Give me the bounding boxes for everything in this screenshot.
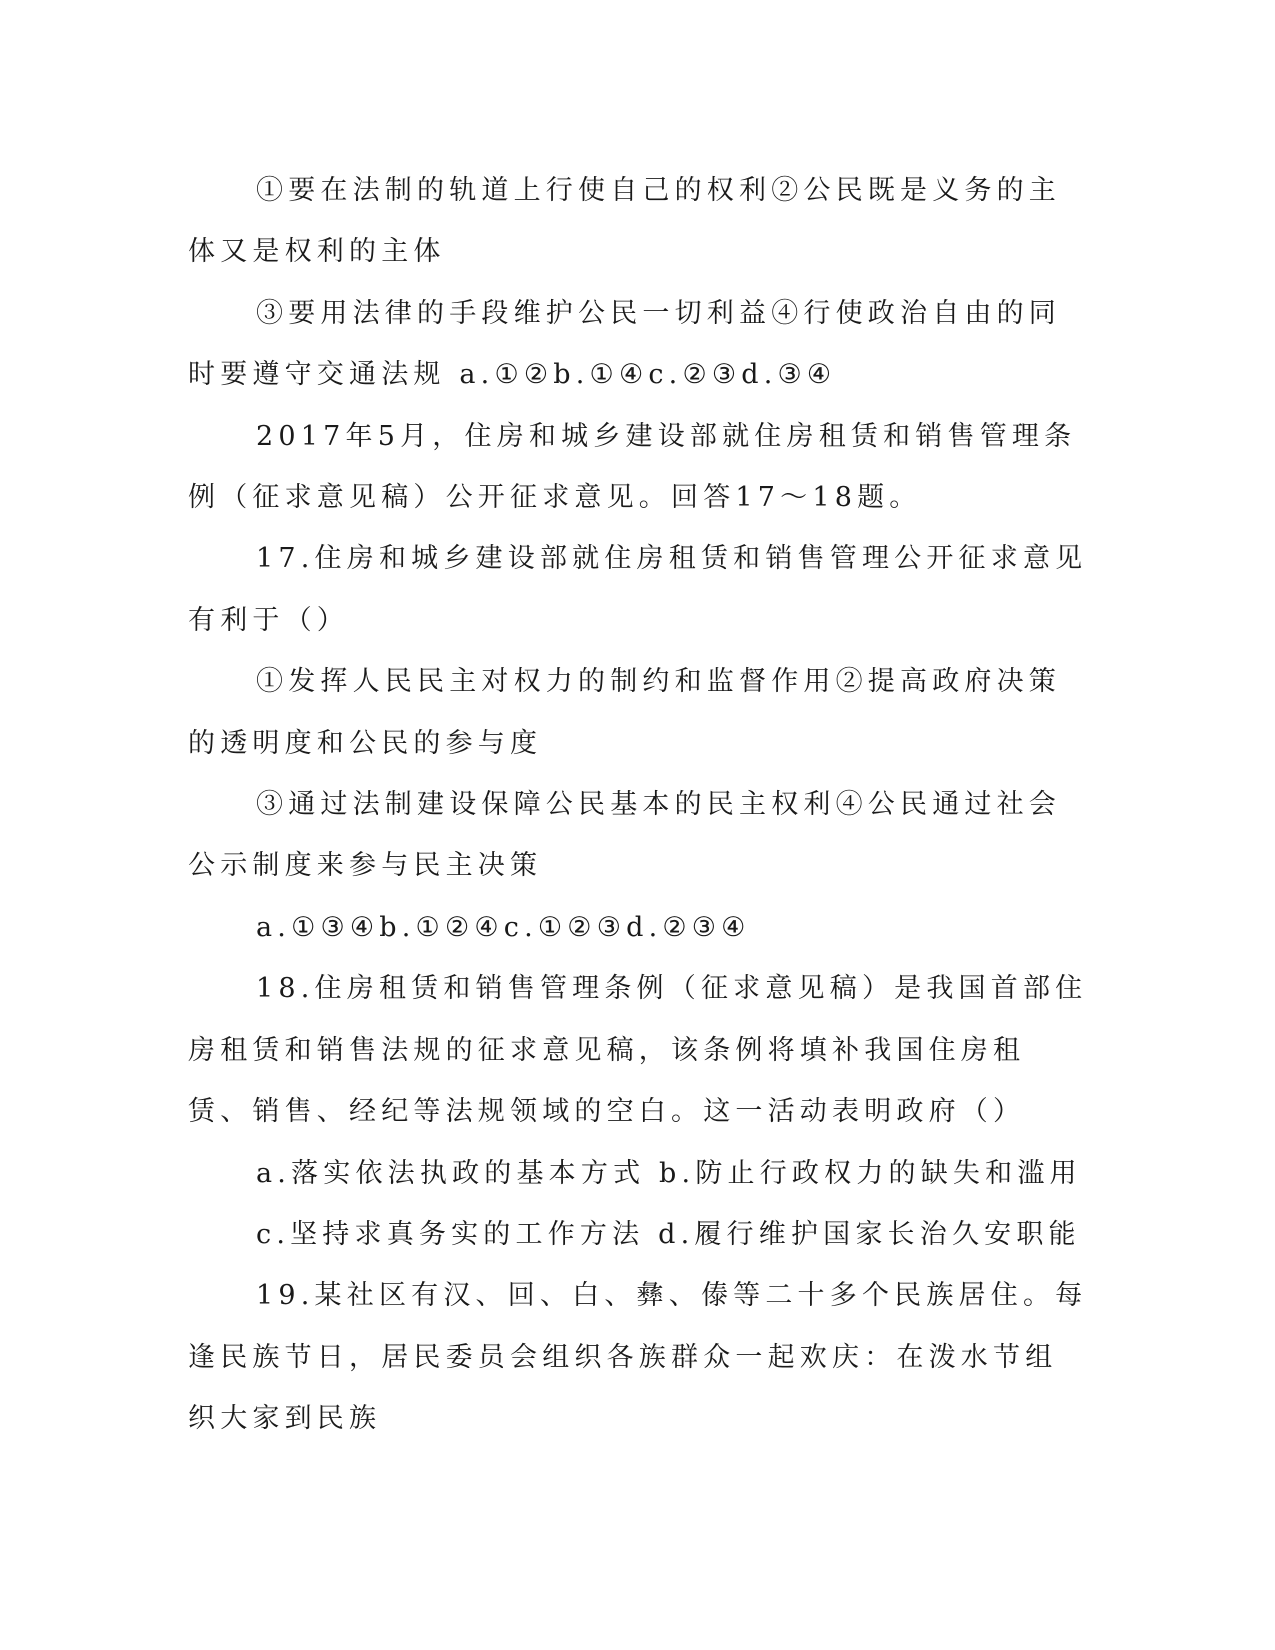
question-19: 19.某社区有汉、回、白、彝、傣等二十多个民族居住。每逢民族节日，居民委员会组织各族群众一起欢庆：在泼水节组织大家到民族 <box>188 1280 1088 1435</box>
question-17-option-1-2: ①发挥人民民主对权力的制约和监督作用②提高政府决策的透明度和公民的参与度 <box>188 666 1061 759</box>
paragraph-context-2017: 2017年5月，住房和城乡建设部就住房租赁和销售管理条例（征求意见稿）公开征求意见。回答17～18题。 <box>188 420 1077 514</box>
question-17-option-3-4: ③通过法制建设保障公民基本的民主权利④公民通过社会公示制度来参与民主决策 <box>188 789 1061 882</box>
question-18-answers-a-b: a.落实依法执政的基本方式 b.防止行政权力的缺失和滥用 <box>256 1157 1082 1189</box>
question-18-answers-c-d: c.坚持求真务实的工作方法 d.履行维护国家长治久安职能 <box>256 1218 1081 1250</box>
question-17: 17.住房和城乡建设部就住房租赁和销售管理公开征求意见有利于（） <box>188 543 1088 636</box>
document-body <box>188 160 1088 1450</box>
paragraph-option-3-4-answers: ③要用法律的手段维护公民一切利益④行使政治自由的同时要遵守交通法规 a.①②b.①④c.②③d.③④ <box>188 297 1061 391</box>
question-18: 18.住房租赁和销售管理条例（征求意见稿）是我国首部住房租赁和销售法规的征求意见稿，该条例将填补我国住房租赁、销售、经纪等法规领域的空白。这一活动表明政府（） <box>188 973 1088 1128</box>
question-17-answers: a.①③④b.①②④c.①②③d.②③④ <box>256 911 751 943</box>
paragraph-option-1-2: ①要在法制的轨道上行使自己的权利②公民既是义务的主体又是权利的主体 <box>188 175 1061 268</box>
